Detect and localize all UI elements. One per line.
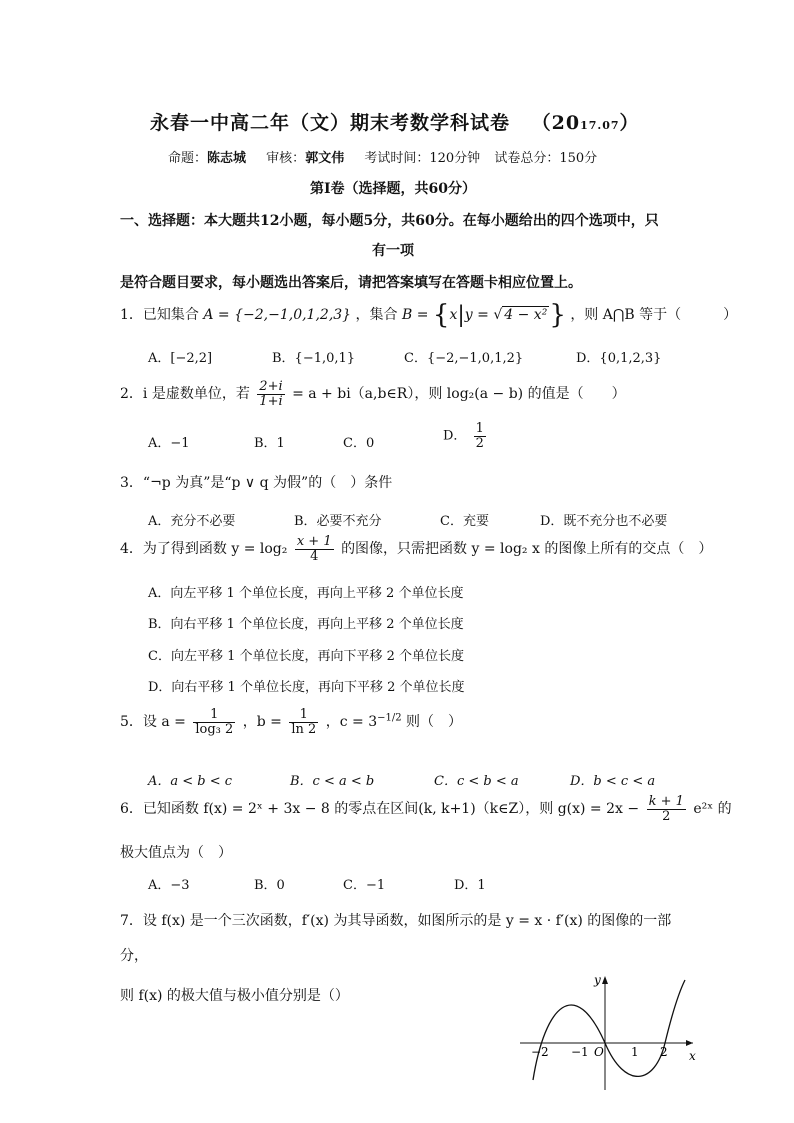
q5-option-a: A．a < b < c bbox=[148, 774, 233, 789]
question-3: 3．“¬p 为真”是“p ∨ q 为假”的（ ）条件 bbox=[120, 475, 393, 491]
question-7-line-2: 分， bbox=[120, 948, 148, 964]
question-6-line-2: 极大值点为（ ） bbox=[120, 845, 232, 861]
q2-option-b: B．1 bbox=[254, 436, 285, 451]
question-4: 4．为了得到函数 y = log₂ $\frac{x + 1}{4}$ 的图像，只需把函数 y = log₂ x 的图像上所有的交点（ ） bbox=[120, 534, 713, 564]
x-label: x bbox=[689, 1049, 696, 1063]
question-7-line-3: 则 f(x) 的极大值与极小值分别是（） bbox=[120, 988, 349, 1004]
question-1: 1．已知集合 A = {−2,−1,0,1,2,3} ，集合 B = {x|y = √ 4 − x²} ，则 A⋂B 等于（ ） bbox=[120, 300, 738, 330]
cubic-graph bbox=[515, 970, 700, 1095]
q4-option-b: B．向右平移 1 个单位长度，再向上平移 2 个单位长度 bbox=[148, 617, 464, 632]
q5-option-c: C．c < b < a bbox=[434, 774, 519, 789]
q5-option-d: D．b < c < a bbox=[570, 774, 656, 789]
curve bbox=[533, 980, 685, 1080]
y-label: y bbox=[594, 973, 601, 987]
x-arrow bbox=[686, 1040, 693, 1046]
q4-option-a: A．向左平移 1 个单位长度，再向上平移 2 个单位长度 bbox=[148, 586, 464, 601]
question-2: 2．i 是虚数单位，若 $\frac{2+i}{1+i}$ = a + bi（a,b∈R），则 log₂(a − b) 的值是（ ） bbox=[120, 379, 626, 409]
q4-option-d: D．向右平移 1 个单位长度，再向下平移 2 个单位长度 bbox=[148, 680, 465, 695]
q2-option-a: A．−1 bbox=[148, 436, 190, 451]
q6-option-b: B．0 bbox=[254, 878, 285, 893]
exam-meta: 命题：陈志城 审核：郭文伟 考试时间：120分钟 试卷总分：150分 bbox=[168, 151, 598, 166]
tick-neg1: −1 bbox=[571, 1045, 589, 1059]
q2-option-d: D． $\frac{1}{2}$ bbox=[443, 421, 484, 451]
q3-option-c: C．充要 bbox=[440, 514, 489, 529]
origin-label: O bbox=[594, 1045, 604, 1059]
section-line-2: 有一项 bbox=[372, 243, 414, 259]
q5-option-b: B．c < a < b bbox=[290, 774, 375, 789]
question-6: 6．已知函数 f(x) = 2ˣ + 3x − 8 的零点在区间(k, k+1)（k∈Z），则 g(x) = 2x − $\frac{k + 1}{2}$ e²ˣ 的 bbox=[120, 794, 732, 824]
q2-option-c: C．0 bbox=[343, 436, 375, 451]
tick-neg2: −2 bbox=[531, 1045, 549, 1059]
set-b: B = {x|y = √ 4 − x²} bbox=[402, 300, 566, 330]
exam-title: 永春一中高二年（文）期末考数学科试卷 （2017.07） bbox=[150, 112, 640, 134]
section-line-1: 一、选择题：本大题共12小题，每小题5分，共60分。在每小题给出的四个选项中，只 bbox=[120, 213, 659, 229]
q1-option-b: B．{−1,0,1} bbox=[272, 351, 356, 366]
q3-option-b: B．必要不充分 bbox=[294, 514, 382, 529]
tick-2: 2 bbox=[660, 1045, 668, 1059]
q1-option-d: D．{0,1,2,3} bbox=[576, 351, 662, 366]
q2-fraction: $\frac{2+i}{1+i}$ bbox=[259, 379, 283, 409]
q6-option-d: D．1 bbox=[454, 878, 486, 893]
section-line-3: 是符合题目要求，每小题选出答案后，请把答案填写在答题卡相应位置上。 bbox=[120, 275, 582, 291]
q3-option-d: D．既不充分也不必要 bbox=[540, 514, 668, 529]
q6-option-a: A．−3 bbox=[148, 878, 190, 893]
q4-option-c: C．向左平移 1 个单位长度，再向下平移 2 个单位长度 bbox=[148, 649, 465, 664]
part-heading: 第Ⅰ卷（选择题，共60分） bbox=[310, 181, 477, 197]
question-7: 7．设 f(x) 是一个三次函数，f′(x) 为其导函数，如图所示的是 y = x · f′(x) 的图像的一部 bbox=[120, 913, 672, 929]
q1-option-c: C．{−2,−1,0,1,2} bbox=[404, 351, 524, 366]
q3-option-a: A．充分不必要 bbox=[148, 514, 236, 529]
question-5: 5．设 a = $\frac{1}{\text{log₃ 2}}$ ，b = $\frac{1}{\ln 2}$ ，$c = 3^{-1/2}$ 则（ ） bbox=[120, 707, 463, 737]
q1-option-a: A．[−2,2] bbox=[148, 351, 213, 366]
q6-option-c: C．−1 bbox=[343, 878, 386, 893]
tick-1: 1 bbox=[631, 1045, 639, 1059]
y-arrow bbox=[602, 976, 608, 984]
